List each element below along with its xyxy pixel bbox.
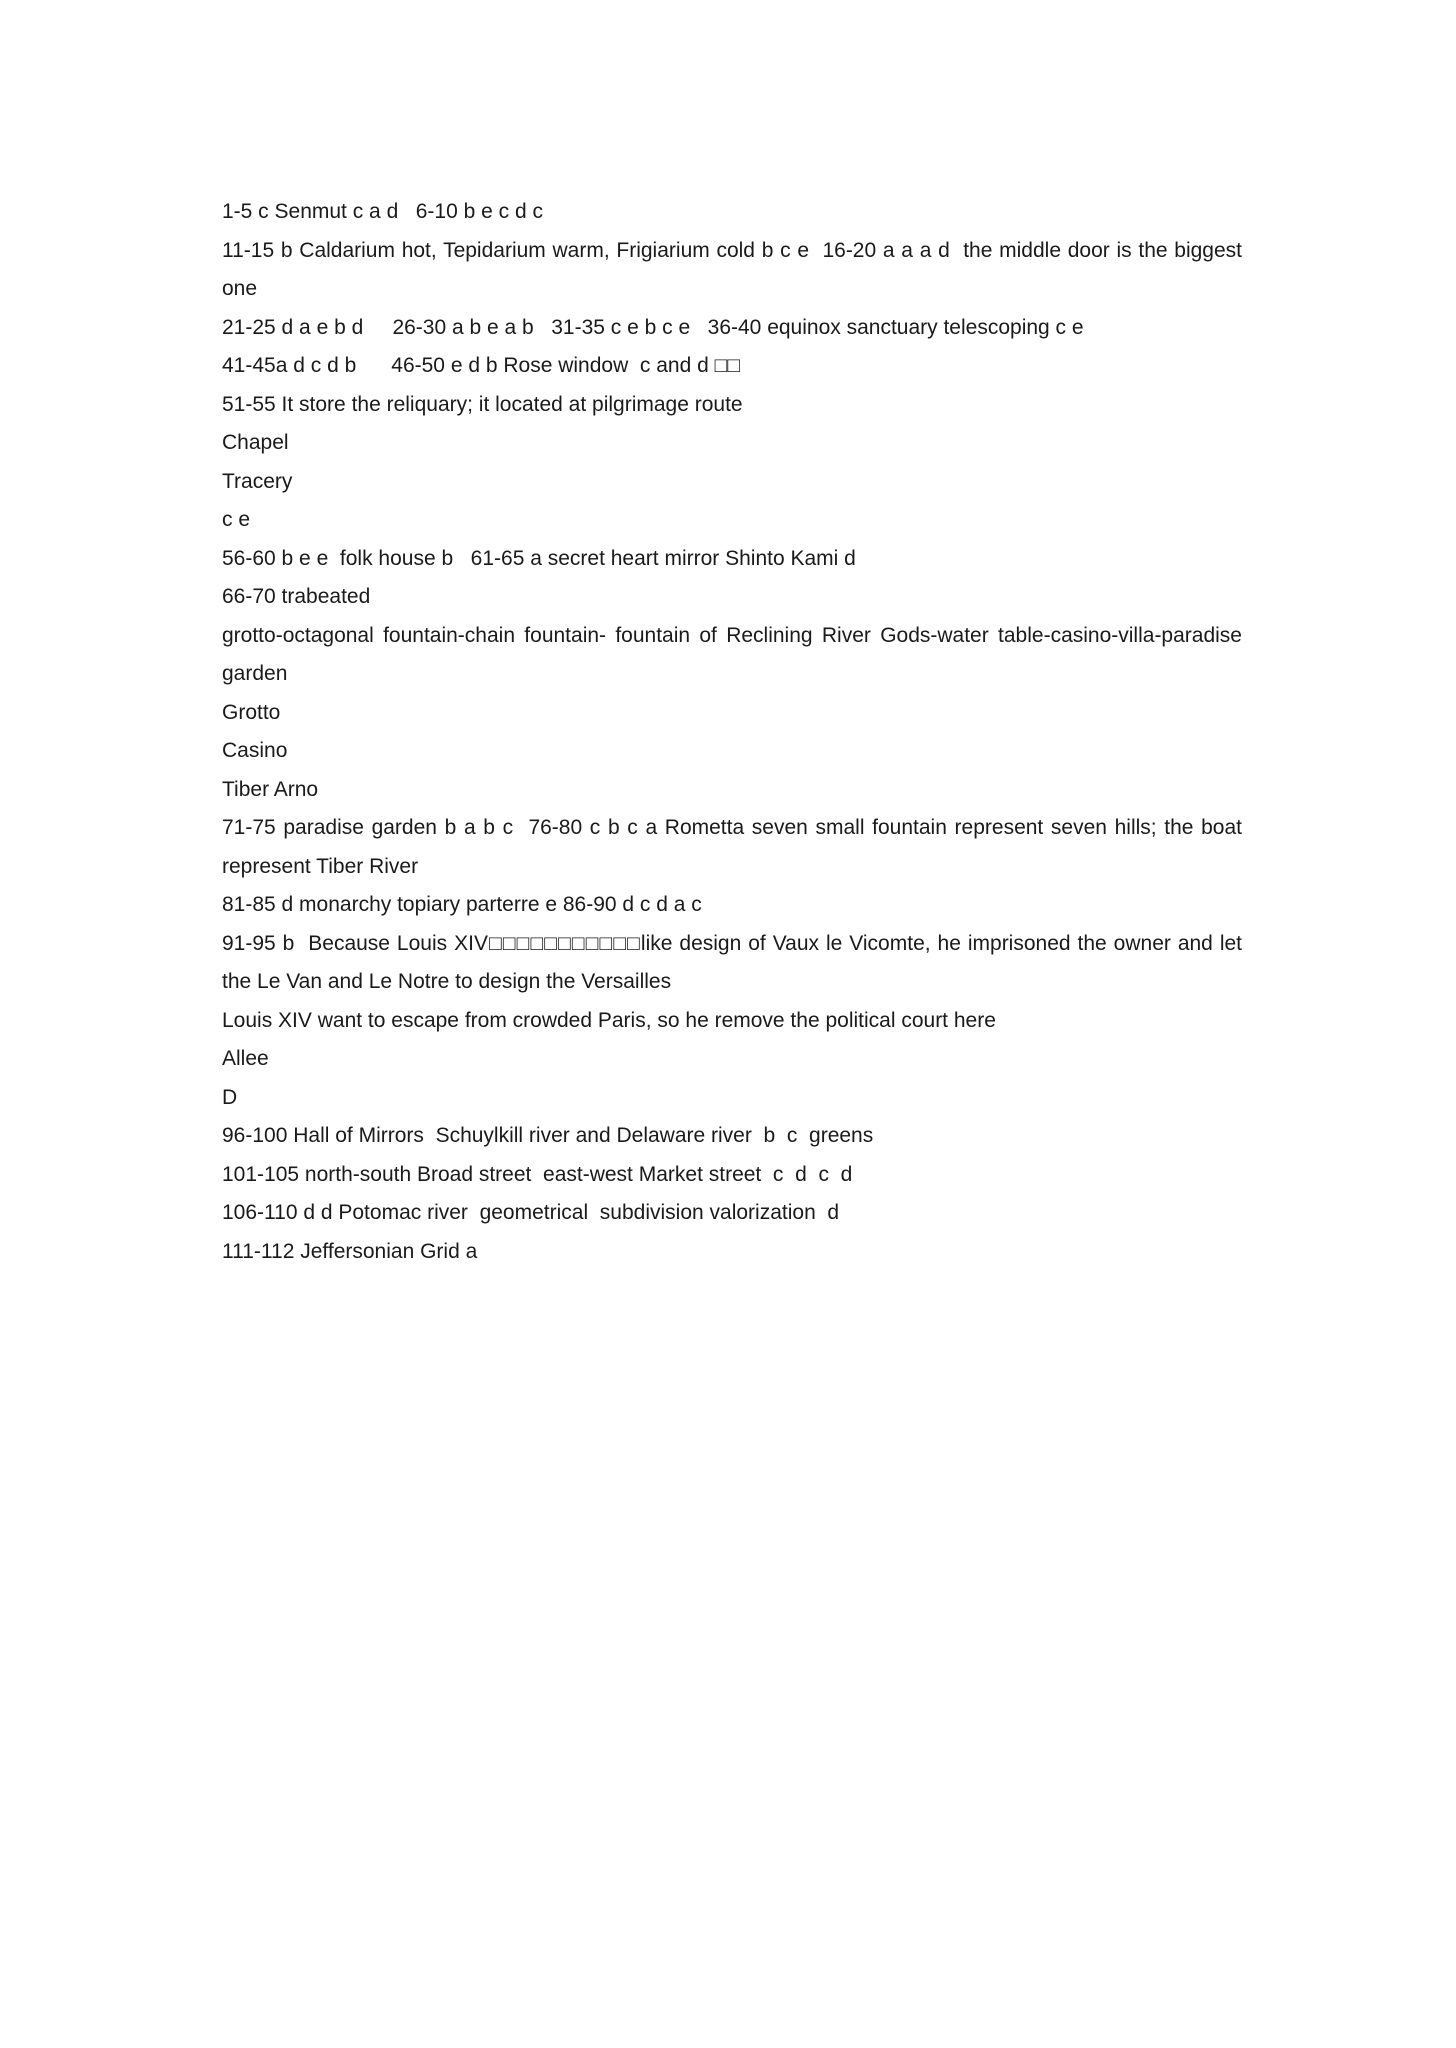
text-line: 66-70 trabeated	[222, 585, 371, 608]
text-line: Tiber Arno	[222, 777, 319, 801]
text-line: 101-105 north-south Broad street east-west Market street c d c d	[222, 1162, 853, 1186]
text-line: D	[222, 1085, 238, 1109]
text-line: Louis XIV want to escape from crowded Paris, so he remove the political court here	[222, 1008, 996, 1032]
text-line: 1-5 c Senmut c a d 6-10 b e c d c	[222, 200, 543, 223]
answer-text-block	[222, 193, 1248, 1271]
text-line: 96-100 Hall of Mirrors Schuylkill river and Delaware river b c greens	[222, 1124, 874, 1147]
text-line: 21-25 d a e b d 26-30 a b e a b 31-35 c e b c e 36-40 equinox sanctuary telescoping c e	[222, 315, 1084, 339]
text-line: 111-112 Jeffersonian Grid a	[222, 1239, 478, 1263]
text-line: c e	[222, 508, 251, 531]
text-line: 91-95 b Because Louis XIV□□□□□□□□□□□like design of Vaux le Vicomte, he imprisoned the owner and let the Le Van and Le Notre to design the Versailles	[222, 931, 1248, 993]
text-line: grotto-octagonal fountain-chain fountain- fountain of Reclining River Gods-water table-casino-villa-paradise garden	[222, 623, 1248, 685]
text-line: 71-75 paradise garden b a b c 76-80 c b c a Rometta seven small fountain represent seven hills; the boat represent Tiber River	[222, 816, 1248, 878]
text-line: Grotto	[222, 700, 281, 724]
text-line: Chapel	[222, 431, 289, 454]
text-line: Tracery	[222, 469, 293, 493]
text-line: 41-45a d c d b 46-50 e d b Rose window c and d □□	[222, 354, 741, 377]
text-line: 51-55 It store the reliquary; it located at pilgrimage route	[222, 392, 743, 416]
text-line: Allee	[222, 1047, 269, 1070]
text-line: 106-110 d d Potomac river geometrical subdivision valorization d	[222, 1201, 840, 1224]
text-line: 56-60 b e e folk house b 61-65 a secret heart mirror Shinto Kami d	[222, 546, 856, 570]
text-line: 81-85 d monarchy topiary parterre e 86-90 d c d a c	[222, 893, 702, 916]
text-line: 11-15 b Caldarium hot, Tepidarium warm, Frigiarium cold b c e 16-20 a a a d the middle door is the biggest one	[222, 238, 1248, 300]
text-line: Casino	[222, 739, 288, 762]
